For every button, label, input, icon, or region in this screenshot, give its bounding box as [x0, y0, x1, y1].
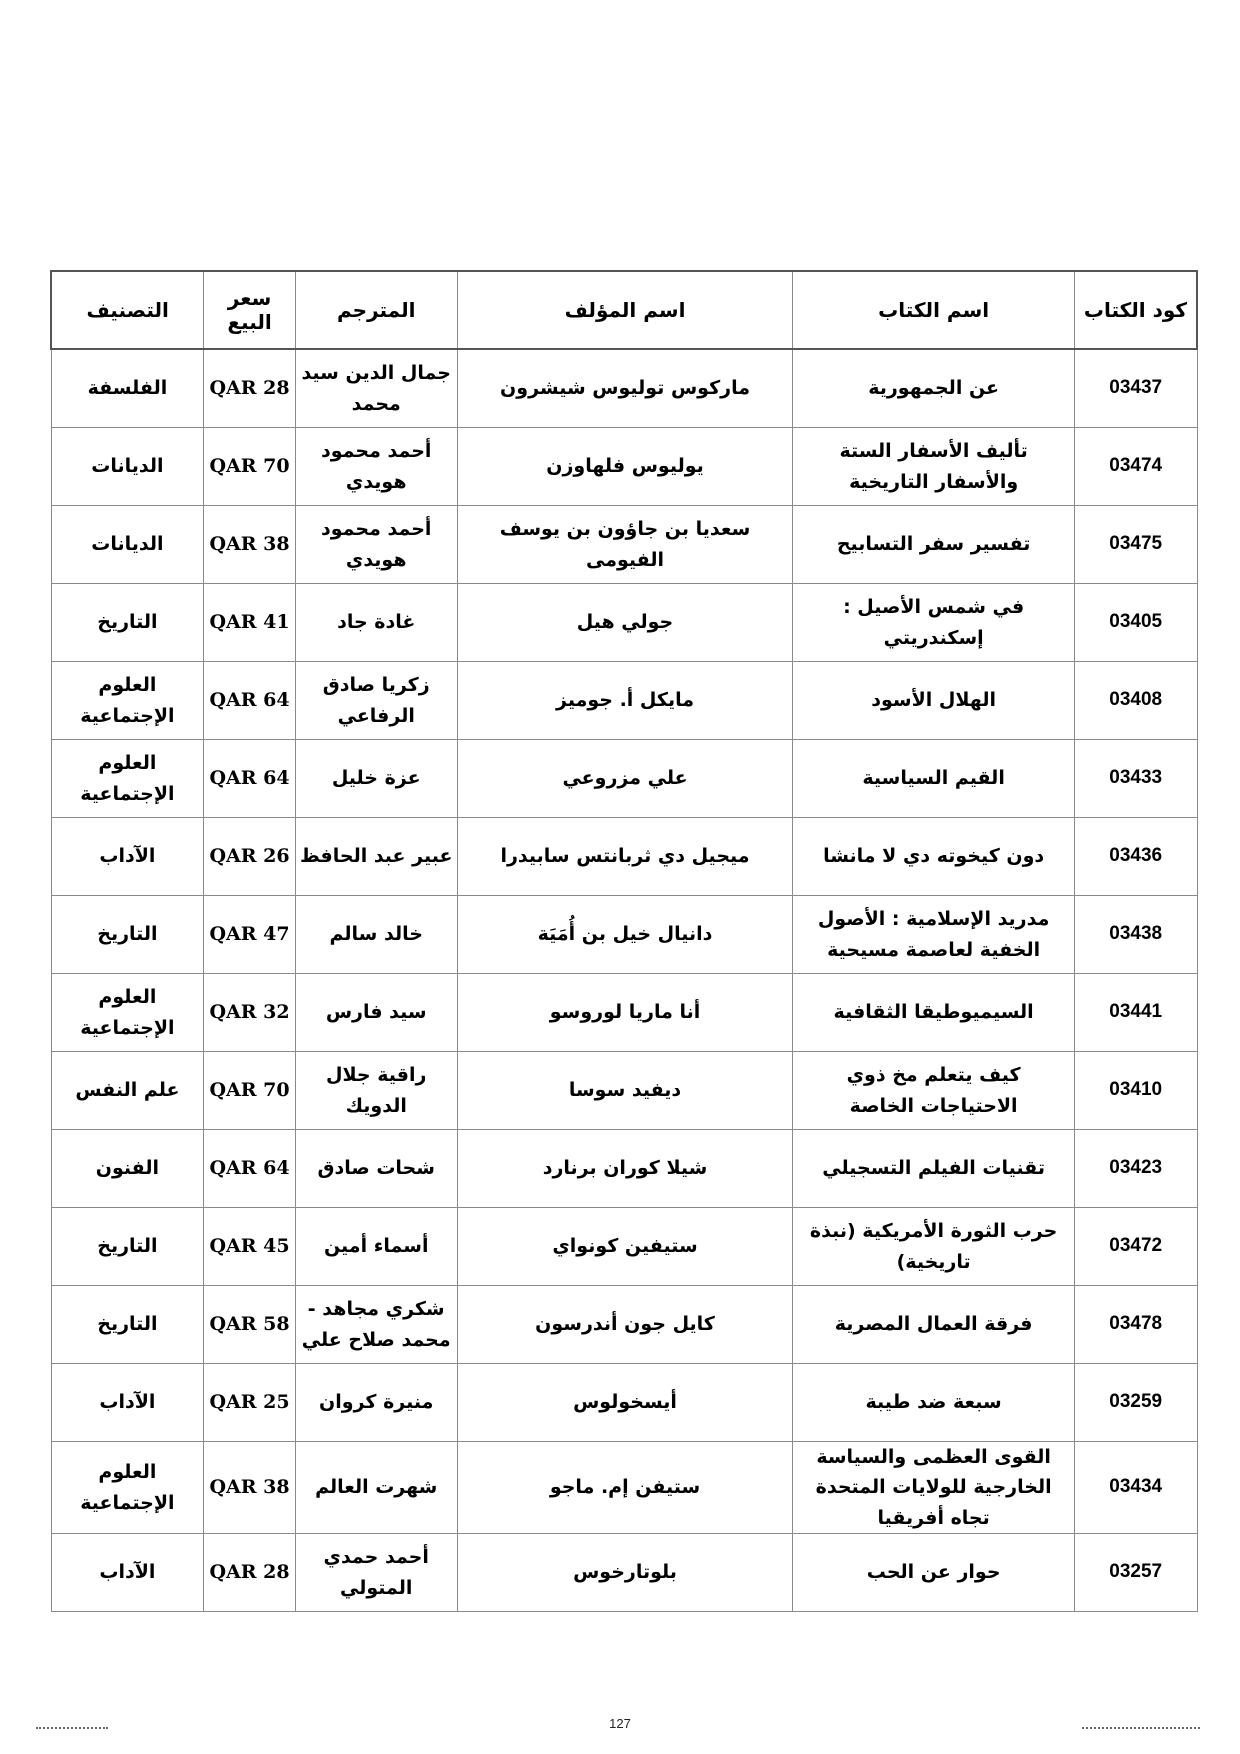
cell-price: QAR 28 [204, 1534, 295, 1612]
table-row [51, 1286, 1197, 1364]
cell-title: عن الجمهورية [793, 349, 1074, 428]
cell-translator: أحمد محمود هويدي [295, 506, 457, 584]
cell-title: السيميوطيقا الثقافية [793, 974, 1074, 1052]
table-row [51, 428, 1197, 506]
cell-code: 03474 [1074, 428, 1197, 506]
cell-author: كايل جون أندرسون [457, 1286, 793, 1364]
header-author: اسم المؤلف [457, 271, 793, 349]
cell-translator: غادة جاد [295, 584, 457, 662]
table-row [51, 1442, 1197, 1534]
cell-translator: راقية جلال الدويك [295, 1052, 457, 1130]
cell-author: شيلا كوران برنارد [457, 1130, 793, 1208]
cell-category: التاريخ [51, 1286, 204, 1364]
cell-author: علي مزروعي [457, 740, 793, 818]
cell-category: العلوم الإجتماعية [51, 974, 204, 1052]
cell-translator: زكريا صادق الرفاعي [295, 662, 457, 740]
cell-price: QAR 47 [204, 896, 295, 974]
cell-title: القوى العظمى والسياسة الخارجية للولايات المتحدة تجاه أفريقيا [793, 1442, 1074, 1534]
cell-author: ديفيد سوسا [457, 1052, 793, 1130]
table-row [51, 896, 1197, 974]
cell-title: تفسير سفر التسابيح [793, 506, 1074, 584]
cell-author: بلوتارخوس [457, 1534, 793, 1612]
cell-author: ماركوس توليوس شيشرون [457, 349, 793, 428]
cell-translator: شحات صادق [295, 1130, 457, 1208]
cell-category: التاريخ [51, 584, 204, 662]
header-price: سعر البيع [204, 271, 295, 349]
cell-code: 03478 [1074, 1286, 1197, 1364]
cell-category: التاريخ [51, 1208, 204, 1286]
header-code: كود الكتاب [1074, 271, 1197, 349]
cell-code: 03441 [1074, 974, 1197, 1052]
cell-title: كيف يتعلم مخ ذوي الاحتياجات الخاصة [793, 1052, 1074, 1130]
cell-category: الديانات [51, 506, 204, 584]
cell-author: جولي هيل [457, 584, 793, 662]
cell-code: 03259 [1074, 1364, 1197, 1442]
cell-author: ستيفين كونواي [457, 1208, 793, 1286]
cell-price: QAR 41 [204, 584, 295, 662]
header-title: اسم الكتاب [793, 271, 1074, 349]
cell-author: مايكل أ. جوميز [457, 662, 793, 740]
table-row [51, 662, 1197, 740]
cell-translator: جمال الدين سيد محمد [295, 349, 457, 428]
cell-price: QAR 26 [204, 818, 295, 896]
cell-code: 03423 [1074, 1130, 1197, 1208]
cell-category: التاريخ [51, 896, 204, 974]
cell-code: 03472 [1074, 1208, 1197, 1286]
cell-price: QAR 64 [204, 662, 295, 740]
cell-translator: سيد فارس [295, 974, 457, 1052]
cell-translator: شكري مجاهد - محمد صلاح علي [295, 1286, 457, 1364]
cell-title: تقنيات الفيلم التسجيلي [793, 1130, 1074, 1208]
table-header [51, 271, 1197, 349]
cell-translator: شهرت العالم [295, 1442, 457, 1534]
header-row [51, 271, 1197, 349]
book-catalog-table [50, 270, 1198, 1612]
cell-category: الآداب [51, 818, 204, 896]
page-number: 127 [609, 1716, 631, 1731]
cell-price: QAR 70 [204, 428, 295, 506]
cell-title: دون كيخوته دي لا مانشا [793, 818, 1074, 896]
cell-code: 03408 [1074, 662, 1197, 740]
cell-code: 03436 [1074, 818, 1197, 896]
cell-title: القيم السياسية [793, 740, 1074, 818]
cell-category: العلوم الإجتماعية [51, 662, 204, 740]
cell-code: 03257 [1074, 1534, 1197, 1612]
cell-code: 03433 [1074, 740, 1197, 818]
cell-code: 03438 [1074, 896, 1197, 974]
cell-author: دانيال خيل بن أُمَيَة [457, 896, 793, 974]
table-row [51, 506, 1197, 584]
cell-translator: أسماء أمين [295, 1208, 457, 1286]
cell-title: فرقة العمال المصرية [793, 1286, 1074, 1364]
cell-translator: أحمد محمود هويدي [295, 428, 457, 506]
cell-code: 03410 [1074, 1052, 1197, 1130]
cell-title: مدريد الإسلامية : الأصول الخفية لعاصمة مسيحية [793, 896, 1074, 974]
cell-category: الفلسفة [51, 349, 204, 428]
cell-price: QAR 38 [204, 1442, 295, 1534]
cell-category: الديانات [51, 428, 204, 506]
table-row [51, 1208, 1197, 1286]
table-row [51, 1534, 1197, 1612]
footer-right-mark [1082, 1727, 1200, 1732]
cell-price: QAR 32 [204, 974, 295, 1052]
cell-translator: خالد سالم [295, 896, 457, 974]
cell-title: حوار عن الحب [793, 1534, 1074, 1612]
cell-category: الآداب [51, 1364, 204, 1442]
table-row [51, 1052, 1197, 1130]
cell-category: الآداب [51, 1534, 204, 1612]
cell-author: ميجيل دي ثربانتس سابيدرا [457, 818, 793, 896]
cell-author: أنا ماريا لوروسو [457, 974, 793, 1052]
cell-title: حرب الثورة الأمريكية (نبذة تاريخية) [793, 1208, 1074, 1286]
table-row [51, 740, 1197, 818]
table-body [51, 349, 1197, 1612]
cell-price: QAR 28 [204, 349, 295, 428]
cell-author: ستيفن إم. ماجو [457, 1442, 793, 1534]
cell-title: الهلال الأسود [793, 662, 1074, 740]
cell-category: العلوم الإجتماعية [51, 740, 204, 818]
cell-title: تأليف الأسفار الستة والأسفار التاريخية [793, 428, 1074, 506]
table-row [51, 974, 1197, 1052]
cell-price: QAR 38 [204, 506, 295, 584]
cell-author: أيسخولوس [457, 1364, 793, 1442]
cell-translator: عزة خليل [295, 740, 457, 818]
table-row [51, 1364, 1197, 1442]
cell-author: يوليوس فلهاوزن [457, 428, 793, 506]
cell-code: 03437 [1074, 349, 1197, 428]
cell-translator: عبير عبد الحافظ [295, 818, 457, 896]
header-translator: المترجم [295, 271, 457, 349]
cell-price: QAR 25 [204, 1364, 295, 1442]
cell-author: سعديا بن جاؤون بن يوسف الفيومى [457, 506, 793, 584]
table-row [51, 818, 1197, 896]
cell-code: 03405 [1074, 584, 1197, 662]
cell-title: في شمس الأصيل : إسكندريتي [793, 584, 1074, 662]
cell-price: QAR 64 [204, 1130, 295, 1208]
table-row [51, 1130, 1197, 1208]
cell-category: العلوم الإجتماعية [51, 1442, 204, 1534]
header-category: التصنيف [51, 271, 204, 349]
cell-code: 03434 [1074, 1442, 1197, 1534]
cell-price: QAR 45 [204, 1208, 295, 1286]
table-row [51, 584, 1197, 662]
cell-category: علم النفس [51, 1052, 204, 1130]
cell-title: سبعة ضد طيبة [793, 1364, 1074, 1442]
cell-price: QAR 58 [204, 1286, 295, 1364]
cell-price: QAR 64 [204, 740, 295, 818]
table-row [51, 349, 1197, 428]
cell-price: QAR 70 [204, 1052, 295, 1130]
cell-translator: منيرة كروان [295, 1364, 457, 1442]
cell-code: 03475 [1074, 506, 1197, 584]
cell-translator: أحمد حمدي المتولي [295, 1534, 457, 1612]
cell-category: الفنون [51, 1130, 204, 1208]
